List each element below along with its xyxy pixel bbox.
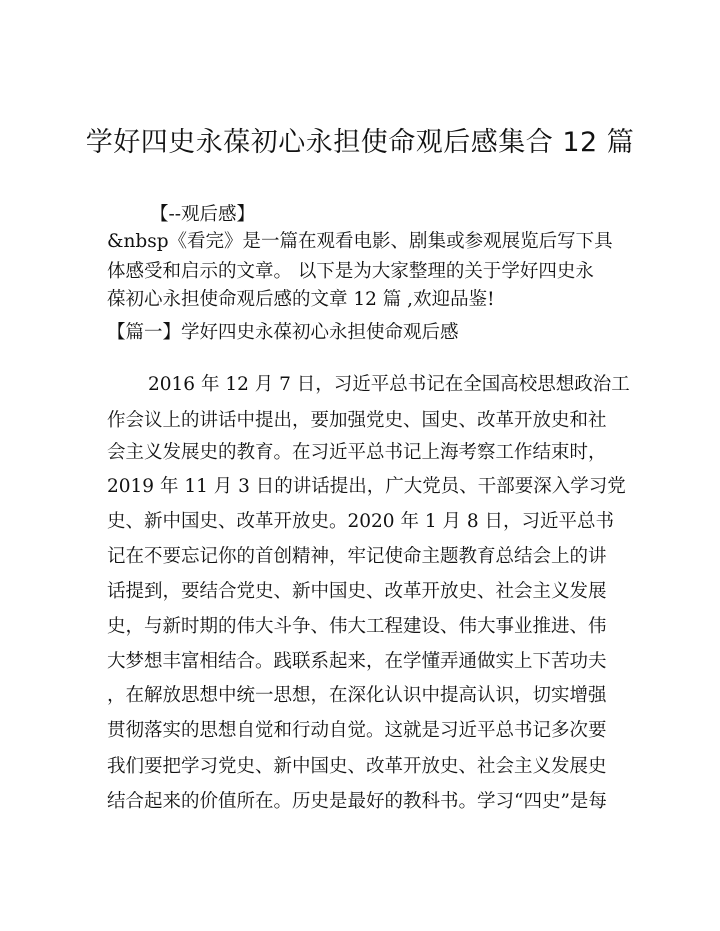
body-line: 大梦想丰富相结合。践联系起来，在学懂弄通做实上下苦功夫 [107,651,607,672]
body-line: 作会议上的讲话中提出，要加强党史、国史、改革开放史和社 [107,410,607,431]
body-line: 记在不要忘记你的首创精神，牢记使命主题教育总结会上的讲 [107,546,607,567]
body-line: 2016 年 12 月 7 日，习近平总书记在全国高校思想政治工 [148,374,630,395]
body-line: 话提到，要结合党史、新中国史、改革开放史、社会主义发展 [107,581,607,602]
intro-line: 体感受和启示的文章。 以下是为大家整理的关于学好四史永 [107,261,594,282]
body-line: ，在解放思想中统一思想，在深化认识中提高认识，切实增强 [107,685,607,706]
category-tag: 【--观后感】 [150,204,256,225]
body-line: 2019 年 11 月 3 日的讲话提出，广大党员、干部要深入学习党 [107,476,626,497]
intro-line: &nbsp《看完》是一篇在观看电影、剧集或参观展览后写下具 [107,231,613,252]
body-line: 我们要把学习党史、新中国史、改革开放史、社会主义发展史 [107,756,607,777]
body-line: 会主义发展史的教育。在习近平总书记上海考察工作结束时， [107,442,607,463]
section-heading: 【篇一】学好四史永葆初心永担使命观后感 [107,322,459,343]
intro-line: 葆初心永担使命观后感的文章 12 篇 ,欢迎品鉴! [107,289,495,310]
body-line: 史，与新时期的伟大斗争、伟大工程建设、伟大事业推进、伟 [107,616,607,637]
document-title: 学好四史永葆初心永担使命观后感集合 12 篇 [85,127,635,158]
body-line: 史、新中国史、改革开放史。2020 年 1 月 8 日，习近平总书 [107,511,615,532]
body-line: 结合起来的价值所在。历史是最好的教科书。学习“四史”是每 [107,791,607,812]
body-line: 贯彻落实的思想自觉和行动自觉。这就是习近平总书记多次要 [107,720,607,741]
